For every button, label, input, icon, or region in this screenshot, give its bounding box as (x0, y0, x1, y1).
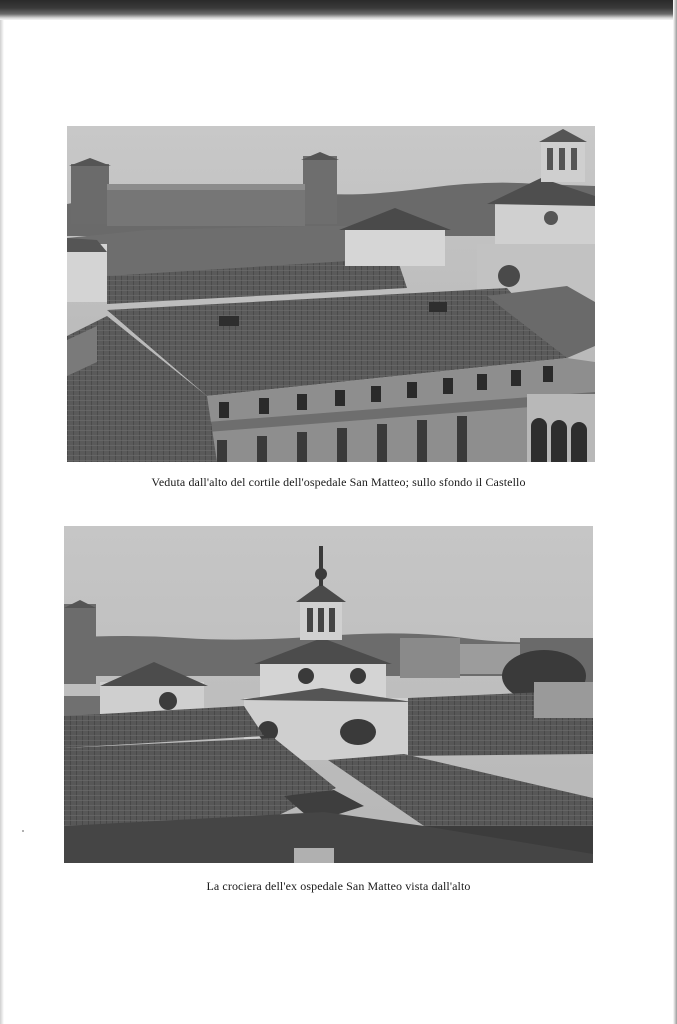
scan-edge-top (0, 0, 677, 20)
crossing-photo-caption: La crociera dell'ex ospedale San Matteo vista dall'alto (206, 879, 471, 893)
courtyard-photo-caption: Veduta dall'alto del cortile dell'ospedale San Matteo; sullo sfondo il Castello (151, 475, 526, 489)
crossing-photo-image (64, 526, 593, 863)
courtyard-photo-image (67, 126, 595, 462)
paper-speck (22, 830, 24, 832)
scan-edge-right (673, 0, 677, 1024)
aerial-courtyard-photo (67, 126, 595, 462)
aerial-crossing-photo (64, 526, 593, 863)
scan-edge-left (0, 20, 4, 1024)
